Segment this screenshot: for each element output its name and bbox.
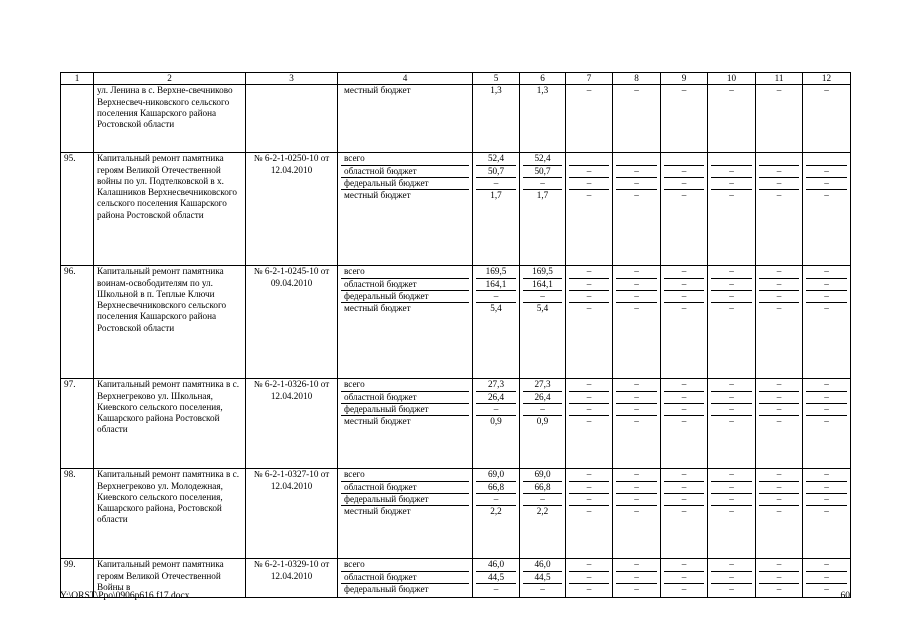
funding-value: – <box>634 85 639 96</box>
value-cell <box>566 153 613 266</box>
funding-value: 26,4 <box>476 391 516 403</box>
funding-value: 50,7 <box>523 165 562 177</box>
funding-value: – <box>569 493 609 505</box>
funding-value: – <box>776 416 782 427</box>
funding-source-cell <box>338 469 473 559</box>
column-number: 9 <box>661 73 708 85</box>
funding-value: – <box>569 391 609 403</box>
funding-value: – <box>569 469 609 481</box>
funding-value: – <box>806 559 847 571</box>
funding-value: – <box>616 278 657 290</box>
funding-value: 46,0 <box>523 559 562 571</box>
funding-source-cell <box>338 379 473 469</box>
value-cell <box>756 266 803 379</box>
funding-value: 5,4 <box>536 303 549 314</box>
funding-value: 1,7 <box>490 190 502 201</box>
funding-value: – <box>729 85 734 96</box>
funding-value: 5,4 <box>490 303 502 314</box>
funding-value: – <box>664 559 704 571</box>
footer-page-number: 60 <box>840 591 850 601</box>
funding-value: – <box>729 190 734 201</box>
funding-value <box>664 153 704 165</box>
funding-value: – <box>664 278 704 290</box>
funding-value: – <box>711 266 752 278</box>
value-cell <box>708 559 756 598</box>
value-cell <box>520 266 566 379</box>
funding-source-label: местный бюджет <box>344 416 411 427</box>
value-cell <box>613 266 661 379</box>
value-cell <box>756 153 803 266</box>
funding-value: – <box>729 583 734 594</box>
funding-value: 2,2 <box>490 506 502 517</box>
value-cell <box>708 379 756 469</box>
funding-source-label: всего <box>341 266 469 278</box>
column-number: 10 <box>708 73 756 85</box>
funding-value: – <box>681 190 687 201</box>
funding-value: – <box>759 177 799 189</box>
object-name: Капитальный ремонт памятника воинам-освободителям по ул. Школьной в п. Теплые Ключи Верхнесвечниковского сельского поселения Кашарского района Ростовской области <box>94 266 246 379</box>
row-number: 96. <box>61 266 94 379</box>
funding-value: – <box>616 481 657 493</box>
value-cell <box>520 153 566 266</box>
funding-value: – <box>806 165 847 177</box>
funding-value: – <box>711 481 752 493</box>
funding-value: – <box>729 416 734 427</box>
document-reference: № 6-2-1-0327-10 от 12.04.2010 <box>246 469 338 559</box>
funding-value: 52,4 <box>476 153 516 165</box>
row-number: 95. <box>61 153 94 266</box>
funding-source-cell <box>338 559 473 598</box>
funding-value <box>759 153 799 165</box>
column-number: 4 <box>338 73 473 85</box>
funding-value: 66,8 <box>523 481 562 493</box>
funding-source-label: всего <box>341 469 469 481</box>
value-cell <box>803 266 851 379</box>
funding-value: – <box>634 303 639 314</box>
column-number: 7 <box>566 73 613 85</box>
funding-value: – <box>634 190 639 201</box>
funding-value: 50,7 <box>476 165 516 177</box>
funding-value: – <box>711 278 752 290</box>
document-reference <box>246 85 338 153</box>
funding-value: – <box>616 290 657 302</box>
object-name: Капитальный ремонт памятника в с. Верхнегреково ул. Школьная, Киевского сельского поселения, Кашарского района Ростовской области <box>94 379 246 469</box>
funding-value: – <box>759 165 799 177</box>
funding-value: – <box>824 506 829 517</box>
value-cell <box>566 469 613 559</box>
value-cell <box>613 469 661 559</box>
funding-value: – <box>664 391 704 403</box>
funding-value: 164,1 <box>476 278 516 290</box>
funding-value: – <box>569 165 609 177</box>
funding-value: 164,1 <box>523 278 562 290</box>
funding-value: – <box>586 583 592 594</box>
value-cell <box>613 85 661 153</box>
funding-value: – <box>776 190 782 201</box>
value-cell <box>708 266 756 379</box>
funding-value: – <box>776 583 782 594</box>
footer-file-path: Y:\ORST\Ppo\0906p616.f17.docx <box>60 591 190 601</box>
value-cell <box>613 153 661 266</box>
funding-value: – <box>711 469 752 481</box>
table-header-row <box>61 73 851 85</box>
value-cell <box>803 85 851 153</box>
row-number: 98. <box>61 469 94 559</box>
column-number: 11 <box>756 73 803 85</box>
funding-value: – <box>540 583 545 594</box>
funding-value: – <box>759 278 799 290</box>
funding-value: – <box>569 290 609 302</box>
funding-source-label: всего <box>341 153 469 165</box>
object-name: Капитальный ремонт памятника героям Великой Отечественной Войны в <box>94 559 246 598</box>
funding-value: – <box>759 559 799 571</box>
document-reference: № 6-2-1-0250-10 от 12.04.2010 <box>246 153 338 266</box>
funding-value: – <box>616 469 657 481</box>
funding-value: – <box>711 493 752 505</box>
funding-value: – <box>616 391 657 403</box>
funding-source-label: местный бюджет <box>344 190 411 201</box>
funding-value: 44,5 <box>476 571 516 583</box>
funding-value: 27,3 <box>476 379 516 391</box>
funding-value: – <box>711 290 752 302</box>
value-cell <box>803 153 851 266</box>
funding-value: 66,8 <box>476 481 516 493</box>
funding-value: – <box>616 559 657 571</box>
funding-value: – <box>824 190 829 201</box>
table-row <box>61 85 851 153</box>
funding-value: – <box>759 481 799 493</box>
column-number: 5 <box>473 73 520 85</box>
funding-value: – <box>806 571 847 583</box>
document-reference: № 6-2-1-0329-10 от 12.04.2010 <box>246 559 338 598</box>
funding-value: – <box>681 416 687 427</box>
funding-value: 169,5 <box>476 266 516 278</box>
funding-value: – <box>664 481 704 493</box>
funding-value: – <box>759 290 799 302</box>
funding-value: – <box>616 177 657 189</box>
funding-source-label: местный бюджет <box>344 303 411 314</box>
funding-value <box>616 153 657 165</box>
value-cell <box>661 379 708 469</box>
funding-value: – <box>616 493 657 505</box>
funding-value: – <box>569 403 609 415</box>
funding-value <box>711 153 752 165</box>
funding-value: – <box>616 403 657 415</box>
value-cell <box>756 469 803 559</box>
funding-source-label: местный бюджет <box>344 85 411 96</box>
funding-source-label: областной бюджет <box>341 481 469 493</box>
object-name: Капитальный ремонт памятника в с. Верхнегреково ул. Молодежная, Киевского сельского поселения, Кашарского района, Ростовской области <box>94 469 246 559</box>
funding-source-label: областной бюджет <box>341 571 469 583</box>
value-cell <box>520 559 566 598</box>
funding-source-cell <box>338 85 473 153</box>
funding-value: – <box>759 391 799 403</box>
value-cell <box>708 85 756 153</box>
value-cell <box>473 266 520 379</box>
funding-source-label: всего <box>341 379 469 391</box>
funding-value: – <box>806 391 847 403</box>
funding-value: – <box>476 493 516 505</box>
value-cell <box>473 85 520 153</box>
funding-source-cell <box>338 153 473 266</box>
value-cell <box>473 153 520 266</box>
funding-value: – <box>523 177 562 189</box>
funding-value: – <box>824 583 829 594</box>
funding-value: – <box>523 493 562 505</box>
funding-value: – <box>476 177 516 189</box>
funding-value: – <box>634 583 639 594</box>
funding-table <box>60 72 851 598</box>
funding-value: – <box>806 266 847 278</box>
value-cell <box>473 559 520 598</box>
table-row <box>61 469 851 559</box>
funding-value: – <box>664 403 704 415</box>
funding-value: – <box>569 278 609 290</box>
funding-source-label: местный бюджет <box>344 506 411 517</box>
value-cell <box>708 153 756 266</box>
funding-value: – <box>586 303 592 314</box>
funding-value: – <box>586 506 592 517</box>
funding-value: – <box>806 278 847 290</box>
value-cell <box>756 379 803 469</box>
funding-value: – <box>776 303 782 314</box>
object-name: Капитальный ремонт памятника героям Великой Отечественной войны по ул. Подтелковской в х. Калашников Верхнесвечниковского сельского поселения Кашарского района Ростовской области <box>94 153 246 266</box>
funding-value: – <box>806 481 847 493</box>
funding-value: – <box>681 506 687 517</box>
funding-source-label: федеральный бюджет <box>341 290 469 302</box>
funding-value: – <box>586 416 592 427</box>
funding-source-label: федеральный бюджет <box>344 583 429 594</box>
funding-value: – <box>806 177 847 189</box>
funding-value: – <box>569 177 609 189</box>
funding-value: – <box>806 379 847 391</box>
funding-source-label: всего <box>341 559 469 571</box>
funding-value: – <box>681 85 687 96</box>
column-number: 12 <box>803 73 851 85</box>
funding-value: – <box>806 403 847 415</box>
funding-value: – <box>806 290 847 302</box>
funding-value: – <box>711 177 752 189</box>
column-number: 3 <box>246 73 338 85</box>
funding-source-label: федеральный бюджет <box>341 403 469 415</box>
column-number: 8 <box>613 73 661 85</box>
funding-value: – <box>569 379 609 391</box>
value-cell <box>756 559 803 598</box>
funding-value: – <box>711 379 752 391</box>
value-cell <box>613 379 661 469</box>
funding-source-label: федеральный бюджет <box>341 177 469 189</box>
funding-value: – <box>634 416 639 427</box>
funding-value: – <box>569 481 609 493</box>
value-cell <box>566 379 613 469</box>
value-cell <box>520 469 566 559</box>
value-cell <box>661 153 708 266</box>
value-cell <box>756 85 803 153</box>
funding-value: – <box>759 403 799 415</box>
funding-value: – <box>664 469 704 481</box>
funding-value: – <box>616 571 657 583</box>
document-reference: № 6-2-1-0326-10 от 12.04.2010 <box>246 379 338 469</box>
value-cell <box>708 469 756 559</box>
funding-source-label: федеральный бюджет <box>341 493 469 505</box>
funding-value: – <box>664 493 704 505</box>
funding-value: – <box>664 571 704 583</box>
value-cell <box>566 85 613 153</box>
funding-value: – <box>759 266 799 278</box>
funding-value: – <box>476 290 516 302</box>
funding-value: – <box>664 290 704 302</box>
funding-source-cell <box>338 266 473 379</box>
funding-value: – <box>616 266 657 278</box>
row-number <box>61 85 94 153</box>
funding-value: – <box>616 379 657 391</box>
table-row <box>61 153 851 266</box>
value-cell <box>566 266 613 379</box>
funding-value: – <box>729 506 734 517</box>
funding-value: 27,3 <box>523 379 562 391</box>
funding-value: – <box>806 493 847 505</box>
funding-value <box>569 153 609 165</box>
funding-value: 69,0 <box>476 469 516 481</box>
object-name: ул. Ленина в с. Верхне-свечниково Верхнесвеч-никовского сельского поселения Кашарского района Ростовской области <box>94 85 246 153</box>
value-cell <box>661 559 708 598</box>
funding-value: – <box>776 506 782 517</box>
funding-value: 26,4 <box>523 391 562 403</box>
value-cell <box>473 469 520 559</box>
funding-value <box>806 153 847 165</box>
funding-value: – <box>824 303 829 314</box>
value-cell <box>803 379 851 469</box>
funding-value: – <box>824 416 829 427</box>
funding-value: 169,5 <box>523 266 562 278</box>
value-cell <box>661 266 708 379</box>
funding-value: 0,9 <box>536 416 549 427</box>
funding-value: – <box>759 493 799 505</box>
value-cell <box>520 85 566 153</box>
funding-value: – <box>711 165 752 177</box>
table-row <box>61 266 851 379</box>
funding-value: – <box>664 266 704 278</box>
value-cell <box>520 379 566 469</box>
funding-value: 2,2 <box>536 506 549 517</box>
funding-value: 52,4 <box>523 153 562 165</box>
funding-value: – <box>586 190 592 201</box>
funding-value: – <box>476 403 516 415</box>
funding-value: 69,0 <box>523 469 562 481</box>
column-number: 1 <box>61 73 94 85</box>
funding-value: – <box>569 266 609 278</box>
funding-value: – <box>711 559 752 571</box>
document-reference: № 6-2-1-0245-10 от 09.04.2010 <box>246 266 338 379</box>
table-row <box>61 379 851 469</box>
funding-value: – <box>759 379 799 391</box>
funding-value: – <box>634 506 639 517</box>
funding-value: – <box>824 85 829 96</box>
funding-value: – <box>806 469 847 481</box>
funding-value: – <box>776 85 782 96</box>
funding-source-label: областной бюджет <box>341 278 469 290</box>
funding-value: – <box>729 303 734 314</box>
funding-value: – <box>523 290 562 302</box>
funding-value: – <box>759 469 799 481</box>
funding-value: – <box>569 559 609 571</box>
value-cell <box>566 559 613 598</box>
funding-value: – <box>493 583 499 594</box>
funding-value: – <box>664 165 704 177</box>
funding-value: – <box>569 571 609 583</box>
column-number: 2 <box>94 73 246 85</box>
funding-value: 1,3 <box>490 85 502 96</box>
value-cell <box>803 469 851 559</box>
column-number: 6 <box>520 73 566 85</box>
funding-value: 0,9 <box>490 416 502 427</box>
funding-value: 1,3 <box>536 85 549 96</box>
funding-value: – <box>681 583 687 594</box>
funding-value: – <box>523 403 562 415</box>
funding-value: – <box>711 403 752 415</box>
value-cell <box>661 469 708 559</box>
funding-source-label: областной бюджет <box>341 391 469 403</box>
row-number: 99. <box>61 559 94 598</box>
funding-value: – <box>664 177 704 189</box>
funding-value: – <box>664 379 704 391</box>
funding-value: 44,5 <box>523 571 562 583</box>
value-cell <box>613 559 661 598</box>
row-number: 97. <box>61 379 94 469</box>
funding-value: 46,0 <box>476 559 516 571</box>
funding-value: – <box>586 85 592 96</box>
funding-value: – <box>616 165 657 177</box>
value-cell <box>661 85 708 153</box>
funding-value: – <box>711 391 752 403</box>
funding-value: 1,7 <box>536 190 549 201</box>
funding-value: – <box>711 571 752 583</box>
funding-value: – <box>759 571 799 583</box>
value-cell <box>473 379 520 469</box>
funding-source-label: областной бюджет <box>341 165 469 177</box>
funding-value: – <box>681 303 687 314</box>
